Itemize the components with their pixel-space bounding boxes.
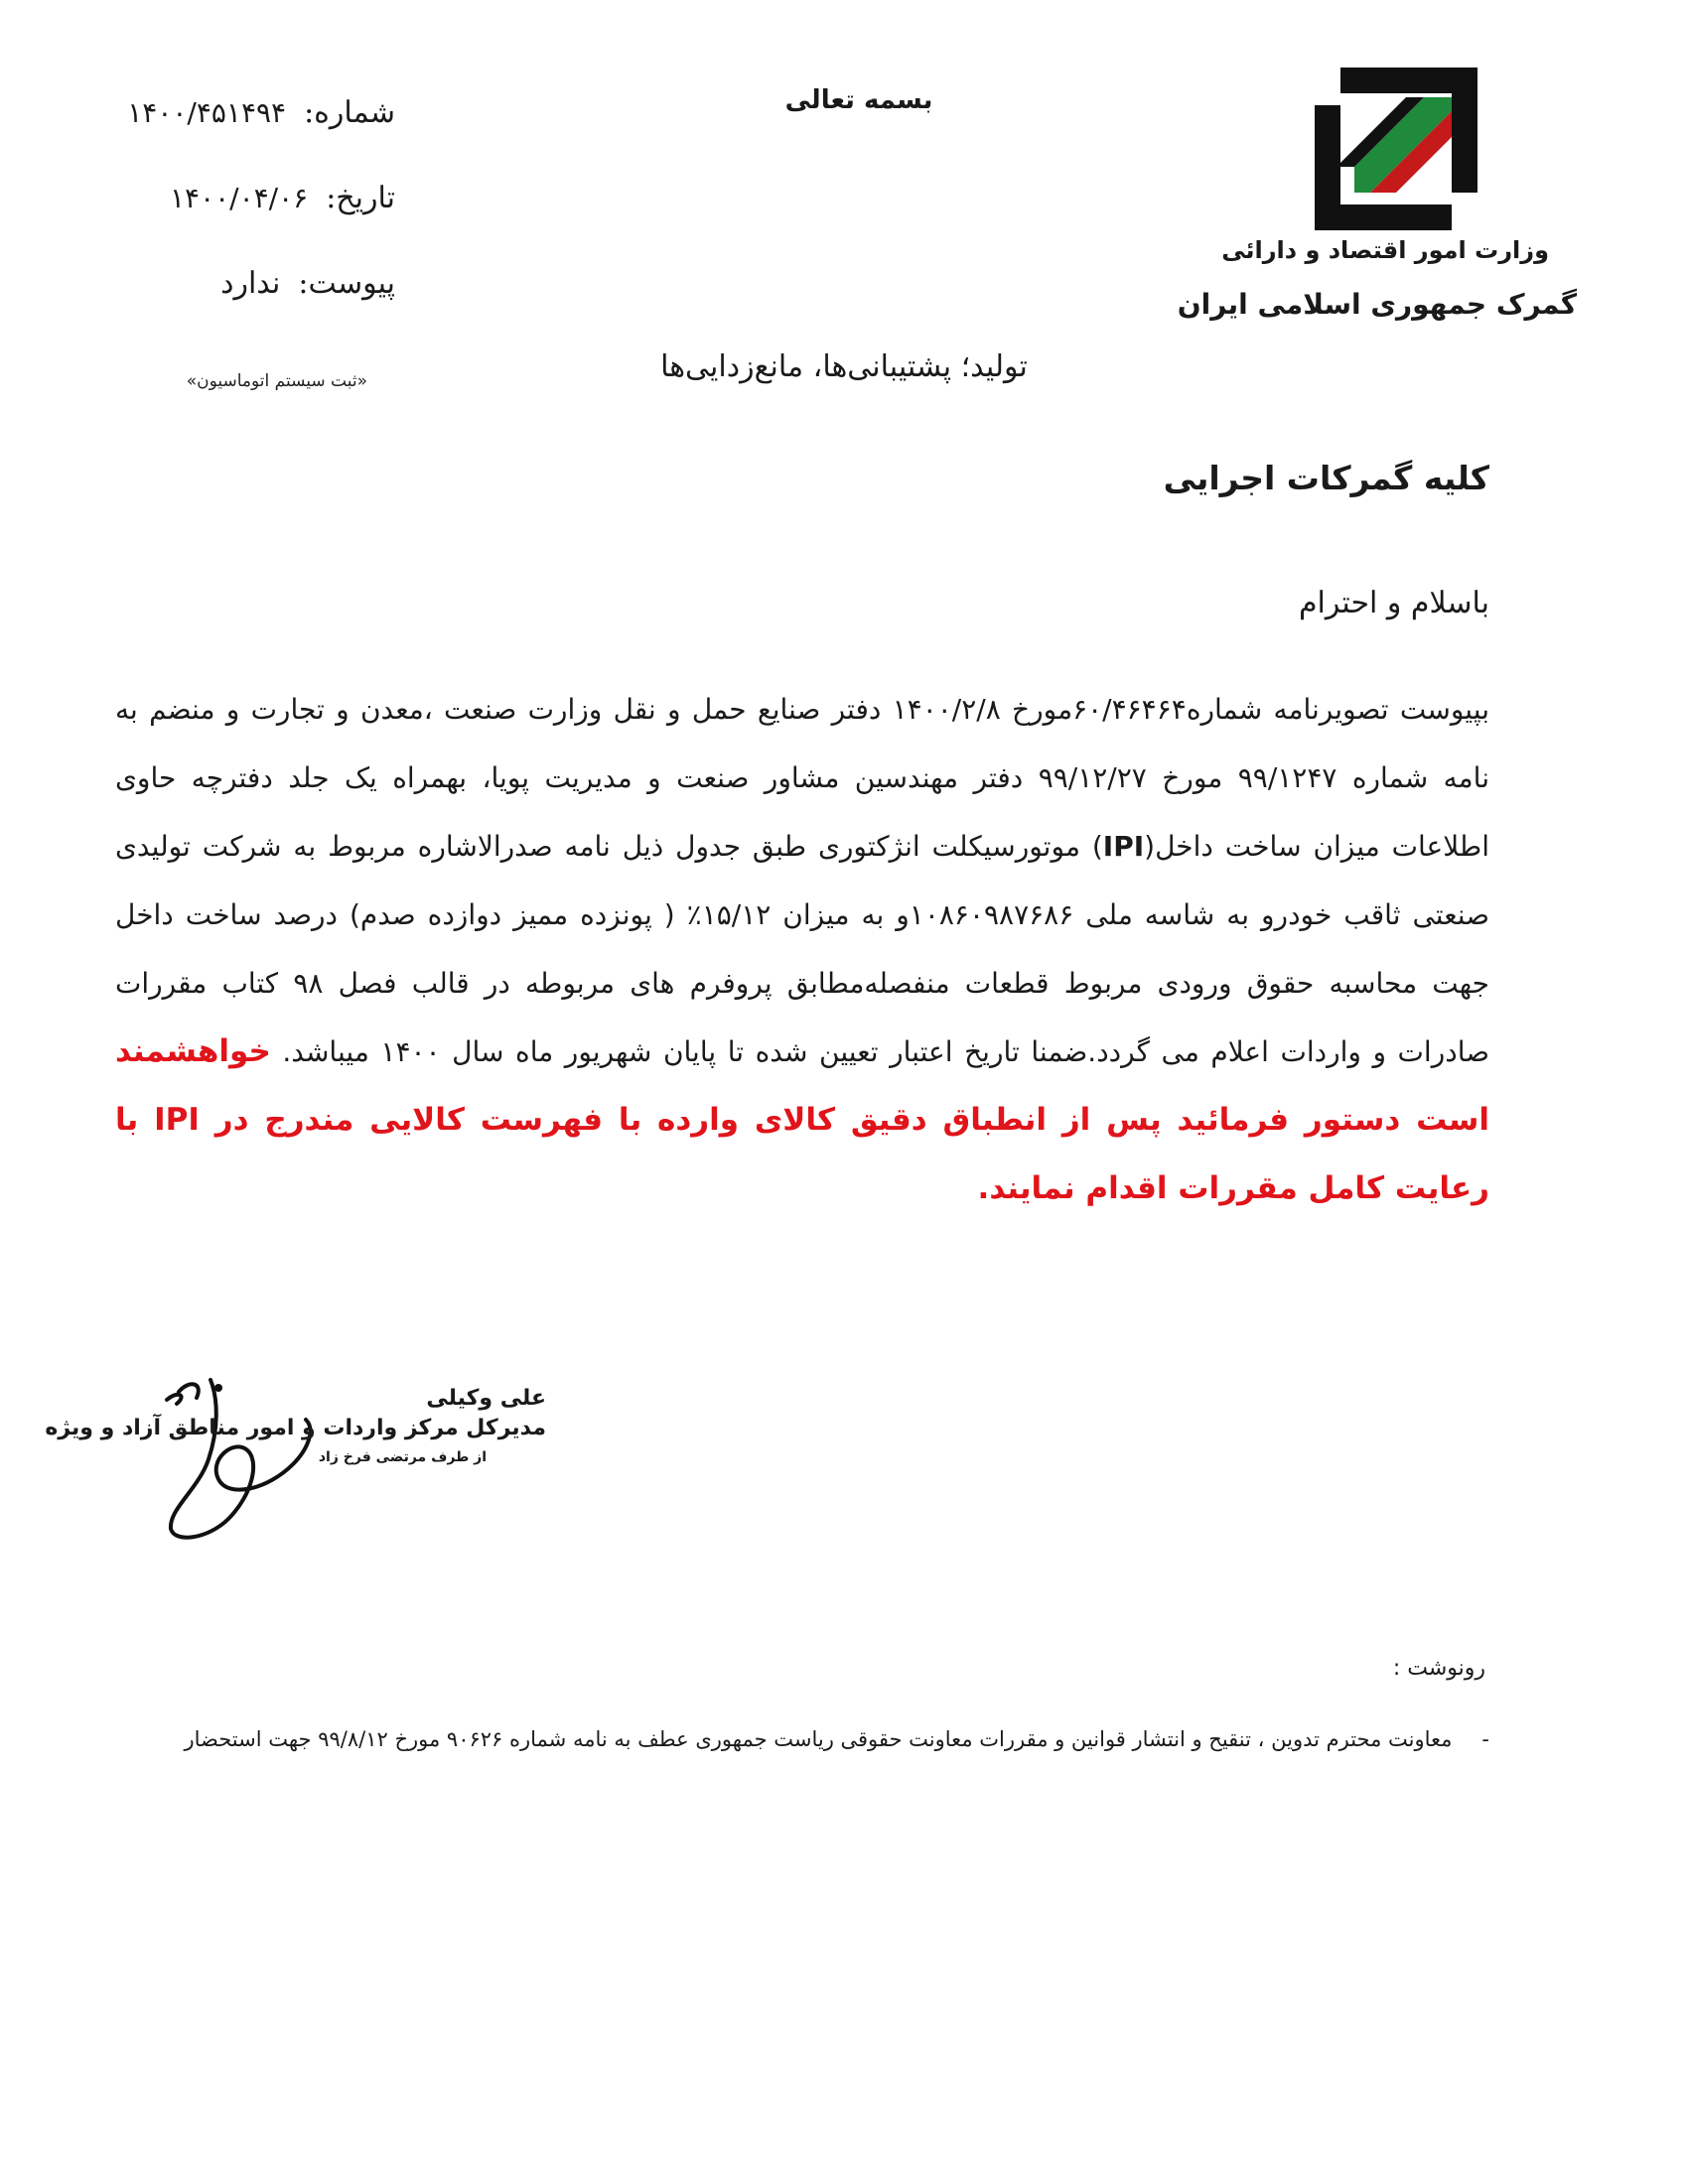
- signatory-title: مدیرکل مرکز واردات و امور مناطق آزاد و ویژه: [45, 1416, 546, 1440]
- letter-date-row: [170, 181, 395, 215]
- date-value: ۱۴۰۰/۰۴/۰۶: [170, 182, 309, 214]
- ministry-name: وزارت امور اقتصاد و دارائی: [1221, 236, 1549, 264]
- slogan: تولید؛ پشتیبانی‌ها، مانع‌زدایی‌ها: [660, 349, 1028, 384]
- signatory-name: علی وکیلی: [426, 1386, 546, 1411]
- number-value: ۱۴۰۰/۴۵۱۴۹۴: [127, 96, 287, 129]
- letter-body: [115, 675, 1489, 1223]
- cc-item: [185, 1727, 1490, 1751]
- number-label: شماره:: [304, 95, 395, 130]
- besmellah-heading: بسمه تعالی: [784, 85, 933, 115]
- letter-number-row: [127, 95, 395, 130]
- date-label: تاریخ:: [326, 181, 395, 215]
- body-instruction: خواهشمند است دستور فرمائید پس از انطباق دقیق کالای وارده با فهرست کالایی مندرج در IPI با رعایت کامل مقررات اقدام نمایند.: [115, 1033, 1489, 1206]
- attachment-label: پیوست:: [298, 266, 395, 301]
- cc-bullet: -: [1481, 1727, 1489, 1751]
- addressee: کلیه گمرکات اجرایی: [1163, 459, 1489, 497]
- cc-label: رونوشت :: [1392, 1656, 1485, 1681]
- auto-registration-note: «ثبت سیستم اتوماسیون»: [186, 371, 367, 391]
- body-text-part2: ) موتورسیکلت انژکتوری طبق جدول ذیل نامه صدرالاشاره مربوط به شرکت تولیدی صنعتی ثاقب خودرو به شاسه ملی ۱۰۸۶۰۹۸۷۶۸۶و به میزان ۱۵/۱۲٪ ( پونزده ممیز دوازده صدم) درصد ساخت داخل جهت محاسبه حقوق ورودی مربوط قطعات منفصله‌مطابق پروفرم های مربوطه در قالب فصل ۹۸ کتاب مقررات صادرات و واردات اعلام می گردد.ضمنا تاریخ اعتبار تعیین شده تا پایان شهریور ماه سال ۱۴۰۰ میباشد.: [115, 830, 1489, 1068]
- on-behalf-of: از طرف مرتضی فرخ زاد: [318, 1449, 487, 1465]
- letter-attachment-row: [220, 266, 395, 301]
- body-text-part1: بپیوست تصویرنامه شماره۶۰/۴۶۴۶۴مورخ ۱۴۰۰/۲/۸ دفتر صنایع حمل و نقل وزارت صنعت ،معدن و تجارت و منضم به نامه شماره ۹۹/۱۲۴۷ مورخ ۹۹/۱۲/۲۷ دفتر مهندسین مشاور صنعت و مدیریت پویا، بهمراه یک جلد دفترچه حاوی اطلاعات میزان ساخت داخل(: [115, 693, 1489, 863]
- cc-item-text: معاونت محترم تدوین ، تنقیح و انتشار قوانین و مقررات معاونت حقوقی ریاست جمهوری عطف به نامه شماره ۹۰۶۲۶ مورخ ۹۹/۸/۱۲ جهت استحضار: [184, 1727, 1453, 1751]
- greeting: باسلام و احترام: [1298, 586, 1489, 620]
- customs-logo: [1315, 68, 1477, 230]
- customs-name: گمرک جمهوری اسلامی ایران: [1177, 288, 1577, 321]
- attachment-value: ندارد: [220, 266, 281, 301]
- body-ipi: IPI: [1102, 830, 1145, 863]
